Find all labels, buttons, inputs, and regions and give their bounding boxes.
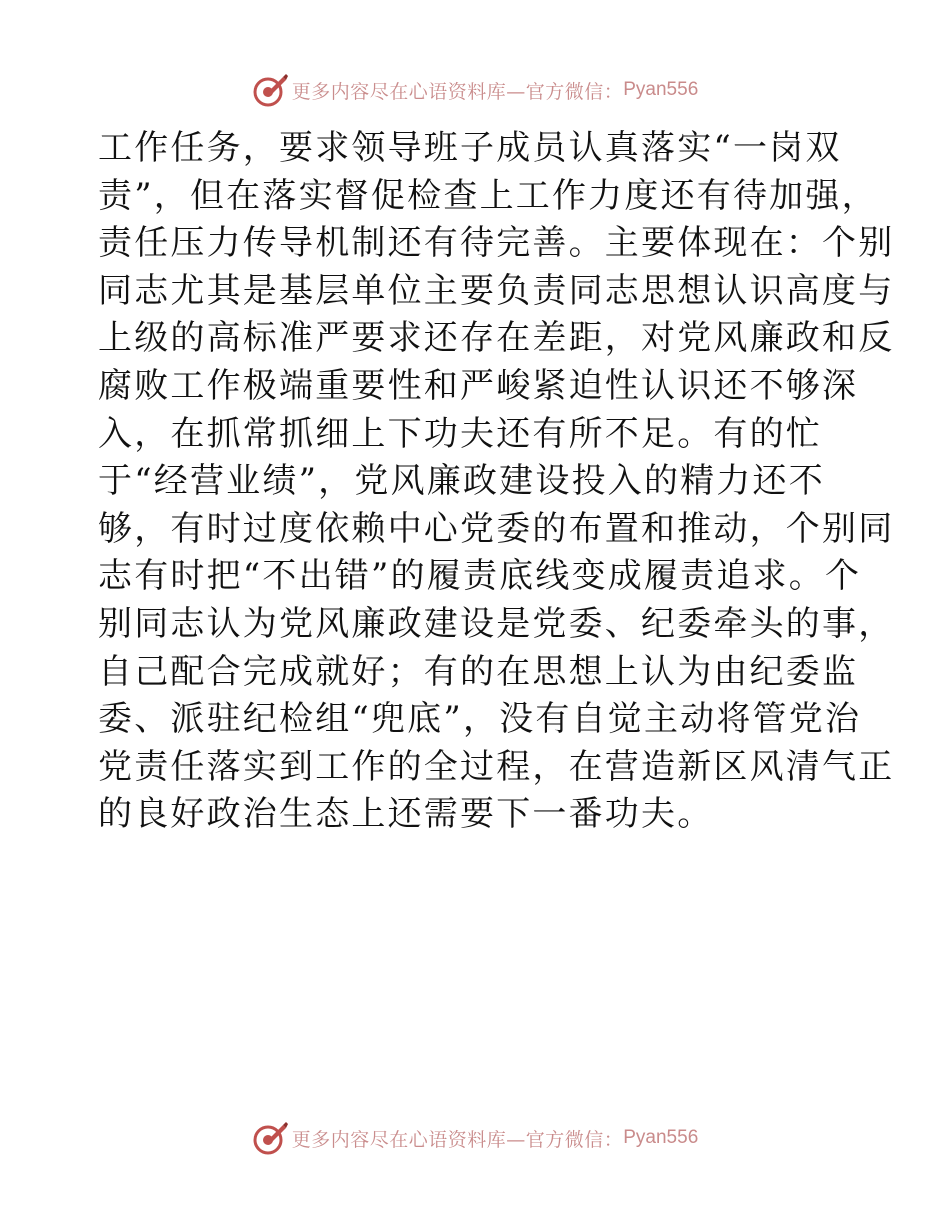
header-banner-text: 更多内容尽在心语资料库—官方微信： bbox=[291, 80, 624, 103]
text-line: 别同志认为党风廉政建设是党委、纪委牵头的事， bbox=[98, 603, 895, 644]
text-line: 责”，但在落实督促检查上工作力度还有待加强， bbox=[98, 175, 878, 216]
text-line: 于“经营业绩”，党风廉政建设投入的精力还不 bbox=[98, 461, 825, 502]
text-line: 责任压力传导机制还有待完善。主要体现在：个别 bbox=[98, 223, 895, 264]
text-line: 够，有时过度依赖中心党委的布置和推动，个别同 bbox=[98, 508, 895, 549]
red-pen-logo-icon bbox=[252, 72, 288, 108]
document-body bbox=[98, 125, 895, 839]
text-line: 自己配合完成就好；有的在思想上认为由纪委监 bbox=[98, 651, 859, 692]
text-line: 党责任落实到工作的全过程，在营造新区风清气正 bbox=[98, 746, 895, 787]
text-line: 入，在抓常抓细上下功夫还有所不足。有的忙 bbox=[98, 413, 822, 454]
footer-banner bbox=[252, 1120, 699, 1156]
footer-banner-text: 更多内容尽在心语资料库—官方微信： bbox=[291, 1128, 624, 1151]
footer-wechat-id: Pyan556 bbox=[623, 1127, 699, 1148]
page-footer bbox=[0, 1118, 950, 1158]
text-line: 工作任务，要求领导班子成员认真落实“一岗双 bbox=[98, 128, 842, 168]
header-banner bbox=[252, 72, 699, 108]
text-line: 上级的高标准严要求还存在差距，对党风廉政和反 bbox=[98, 318, 895, 359]
text-line: 委、派驻纪检组“兜底”，没有自觉主动将管党治 bbox=[98, 699, 862, 740]
text-line: 同志尤其是基层单位主要负责同志思想认识高度与 bbox=[98, 270, 895, 311]
page-header bbox=[0, 70, 950, 110]
red-pen-logo-icon bbox=[252, 1120, 288, 1156]
text-line: 腐败工作极端重要性和严峻紧迫性认识还不够深 bbox=[98, 365, 859, 406]
text-line: 的良好政治生态上还需要下一番功夫。 bbox=[98, 794, 714, 835]
header-wechat-id: Pyan556 bbox=[623, 79, 699, 100]
text-line: 志有时把“不出错”的履责底线变成履责追求。个 bbox=[98, 556, 862, 597]
